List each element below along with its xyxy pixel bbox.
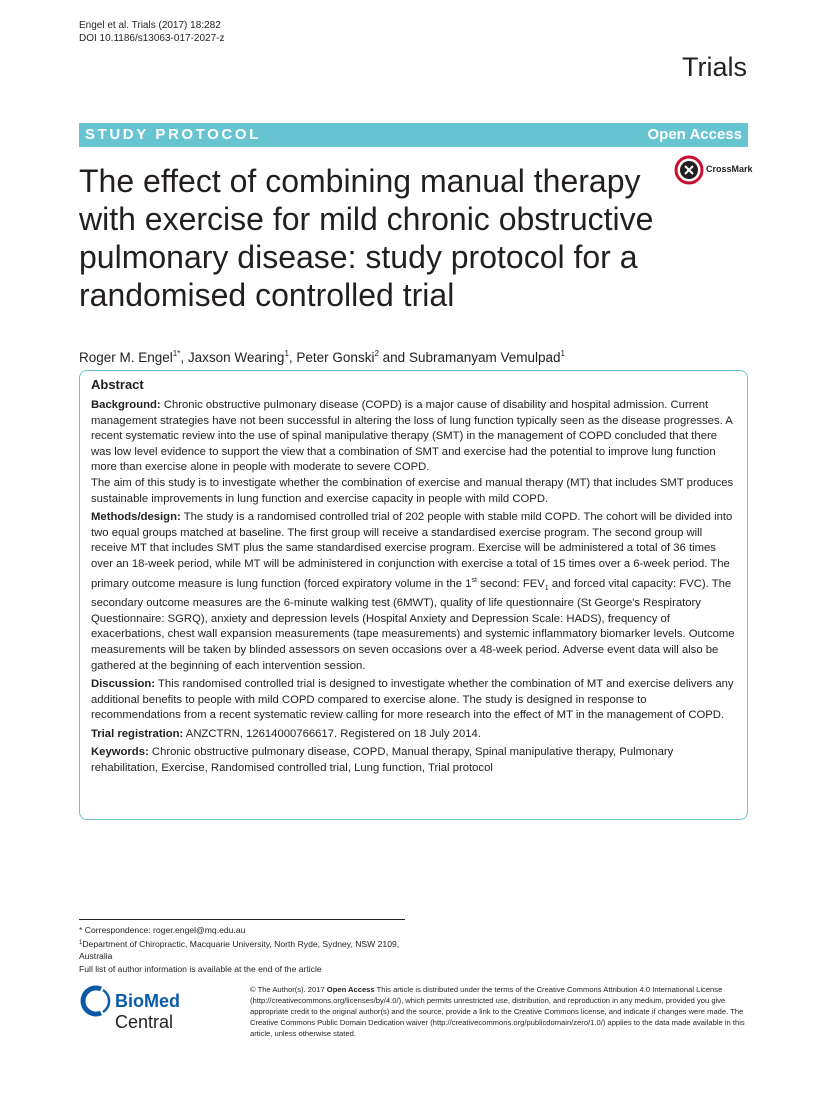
affiliation: [79, 937, 409, 963]
abstract-keywords: [91, 745, 736, 776]
license-text: [250, 984, 750, 1039]
crossmark-label: CrossMark: [706, 164, 753, 174]
article-type-banner: [79, 123, 748, 147]
author-name: Roger M. Engel: [79, 350, 173, 365]
section-label: Methods/design:: [91, 511, 181, 524]
section-label: Discussion:: [91, 678, 156, 691]
open-access-label: Open Access: [647, 126, 742, 143]
section-label: Keywords:: [91, 746, 149, 759]
abstract-box: [79, 370, 748, 820]
author-info-note: Full list of author information is available at the end of the article: [79, 963, 322, 974]
author-affiliation: 1: [560, 349, 565, 358]
footnotes: [79, 924, 409, 975]
section-text: ANZCTRN, 12614000766617. Registered on 18 July 2014.: [185, 727, 481, 740]
copyright: © The Author(s). 2017: [250, 985, 327, 994]
biomed-central-icon: [79, 984, 113, 1018]
citation-line: Engel et al. Trials (2017) 18:282: [79, 20, 221, 31]
section-label: Background:: [91, 399, 161, 411]
article-title: The effect of combining manual therapy with exercise for mild chronic obstructive pulmonary disease: study protocol for a randomised controlled trial: [79, 163, 654, 313]
section-label: Trial registration:: [91, 727, 184, 740]
author-list: Roger M. Engel$^{1*}$, Jaxson Wearing$^1$, Peter Gonski$^2$ and Subramanyam Vemulpad$^1$: [79, 349, 565, 365]
publisher-name-bold: BioMed: [115, 991, 180, 1011]
affiliation-text: Department of Chiropractic, Macquarie University, North Ryde, Sydney, NSW 2109, Australia: [79, 938, 400, 961]
section-text: The aim of this study is to investigate whether the combination of exercise and manual therapy (MT) that includes SMT produces sustainable improvements in lung function and exercise capacity in people with mild COPD.: [91, 476, 734, 505]
author-affiliation: 1*: [172, 349, 181, 358]
section-text: second: FEV: [476, 577, 545, 590]
author-name: Peter Gonski: [296, 350, 375, 365]
doi-line: DOI 10.1186/s13063-017-2027-z: [79, 33, 225, 44]
publisher-name-light: Central: [115, 1012, 174, 1032]
article-type-label: STUDY PROTOCOL: [85, 126, 261, 143]
correspondence[interactable]: * Correspondence: roger.engel@mq.edu.au: [79, 925, 246, 935]
publisher-name: [115, 991, 239, 1033]
abstract-background: [91, 398, 736, 507]
footnote-divider: [79, 919, 405, 920]
section-text: and forced vital capacity: FVC). The secondary outcome measures are the 6-minute walking test (6MWT), quality of life questionnaire (St George's Respiratory Questionnaire: SGRQ), anxiety and depression levels (Hospital Anxiety and Depression Scale: HADS), frequency of exacerbations, chest wall expansion measurements (tape measurements) and systemic inflammatory biomarker levels. Outcome measurements will be taken by blinded assessors on seven occasions over a 48-week period. Adverse event data will also be gathered at the beginning of each intervention session.: [91, 577, 735, 672]
citation-header: [79, 19, 224, 45]
subscript: 1: [544, 584, 549, 592]
crossmark-badge[interactable]: [674, 155, 754, 185]
section-text: This randomised controlled trial is designed to investigate whether the combination of MT and exercise delivers any additional benefits to people with mild COPD compared to exercise alone. The study is designed in response to recommendations from a recent systematic review calling for more research into the effect of MT in the management of COPD.: [91, 678, 734, 722]
abstract-methods: [91, 510, 736, 674]
section-text: The study is a randomised controlled trial of 202 people with stable mild COPD. The cohort will be divided into two equal groups matched at baseline. The first group will receive a standardised exercise program. The second group will receive MT that includes SMT plus the same standardised exercise program. Exercise will be administered a total of 36 times over an 18-week period, while MT will be administered in conjunction with exercise a total of 15 times over a 6-week period. The primary outcome measure is lung function (forced expiratory volume in the 1: [91, 511, 733, 590]
author-affiliation: 2: [374, 349, 379, 358]
abstract-heading: Abstract: [91, 377, 144, 392]
license-body: This article is distributed under the terms of the Creative Commons Attribution 4.0 International License (http://creativecommons.org/licenses/by/4.0/), which permits unrestricted use, distribution, and reproduction in any medium, provided you give appropriate credit to the original author(s) and the source, provide a link to the Creative Commons license, and indicate if changes were made. The Creative Commons Public Domain Dedication waiver (http://creativecommons.org/publicdomain/zero/1.0/) applies to the data made available in this article, unless otherwise stated.: [250, 985, 745, 1038]
section-text: Chronic obstructive pulmonary disease, COPD, Manual therapy, Spinal manipulative therapy, Pulmonary rehabilitation, Exercise, Randomised controlled trial, Lung function, Trial protocol: [91, 746, 674, 775]
affiliation-marker: 1: [79, 939, 83, 946]
abstract-discussion: [91, 677, 736, 724]
crossmark-icon: [674, 155, 704, 185]
abstract-registration: [91, 727, 736, 743]
open-access-label: Open Access: [326, 985, 375, 994]
author-name: Jaxson Wearing: [187, 350, 285, 365]
publisher-logo: [79, 984, 239, 1032]
section-text: Chronic obstructive pulmonary disease (COPD) is a major cause of disability and hospital admission. Current management strategies have not been successful in altering the loss of lung function typically seen as the disease progresses. A recent systematic review into the use of spinal manipulative therapy (SMT) in the management of COPD concluded that there was low level evidence to support the view that a combination of SMT and exercise had the potential to improve lung function more than exercise alone in people with moderate to severe COPD.: [91, 399, 733, 474]
author-affiliation: 1: [284, 349, 289, 358]
journal-name: Trials: [682, 52, 747, 82]
author-name: Subramanyam Vemulpad: [408, 350, 561, 365]
ordinal-superscript: st: [471, 576, 477, 584]
